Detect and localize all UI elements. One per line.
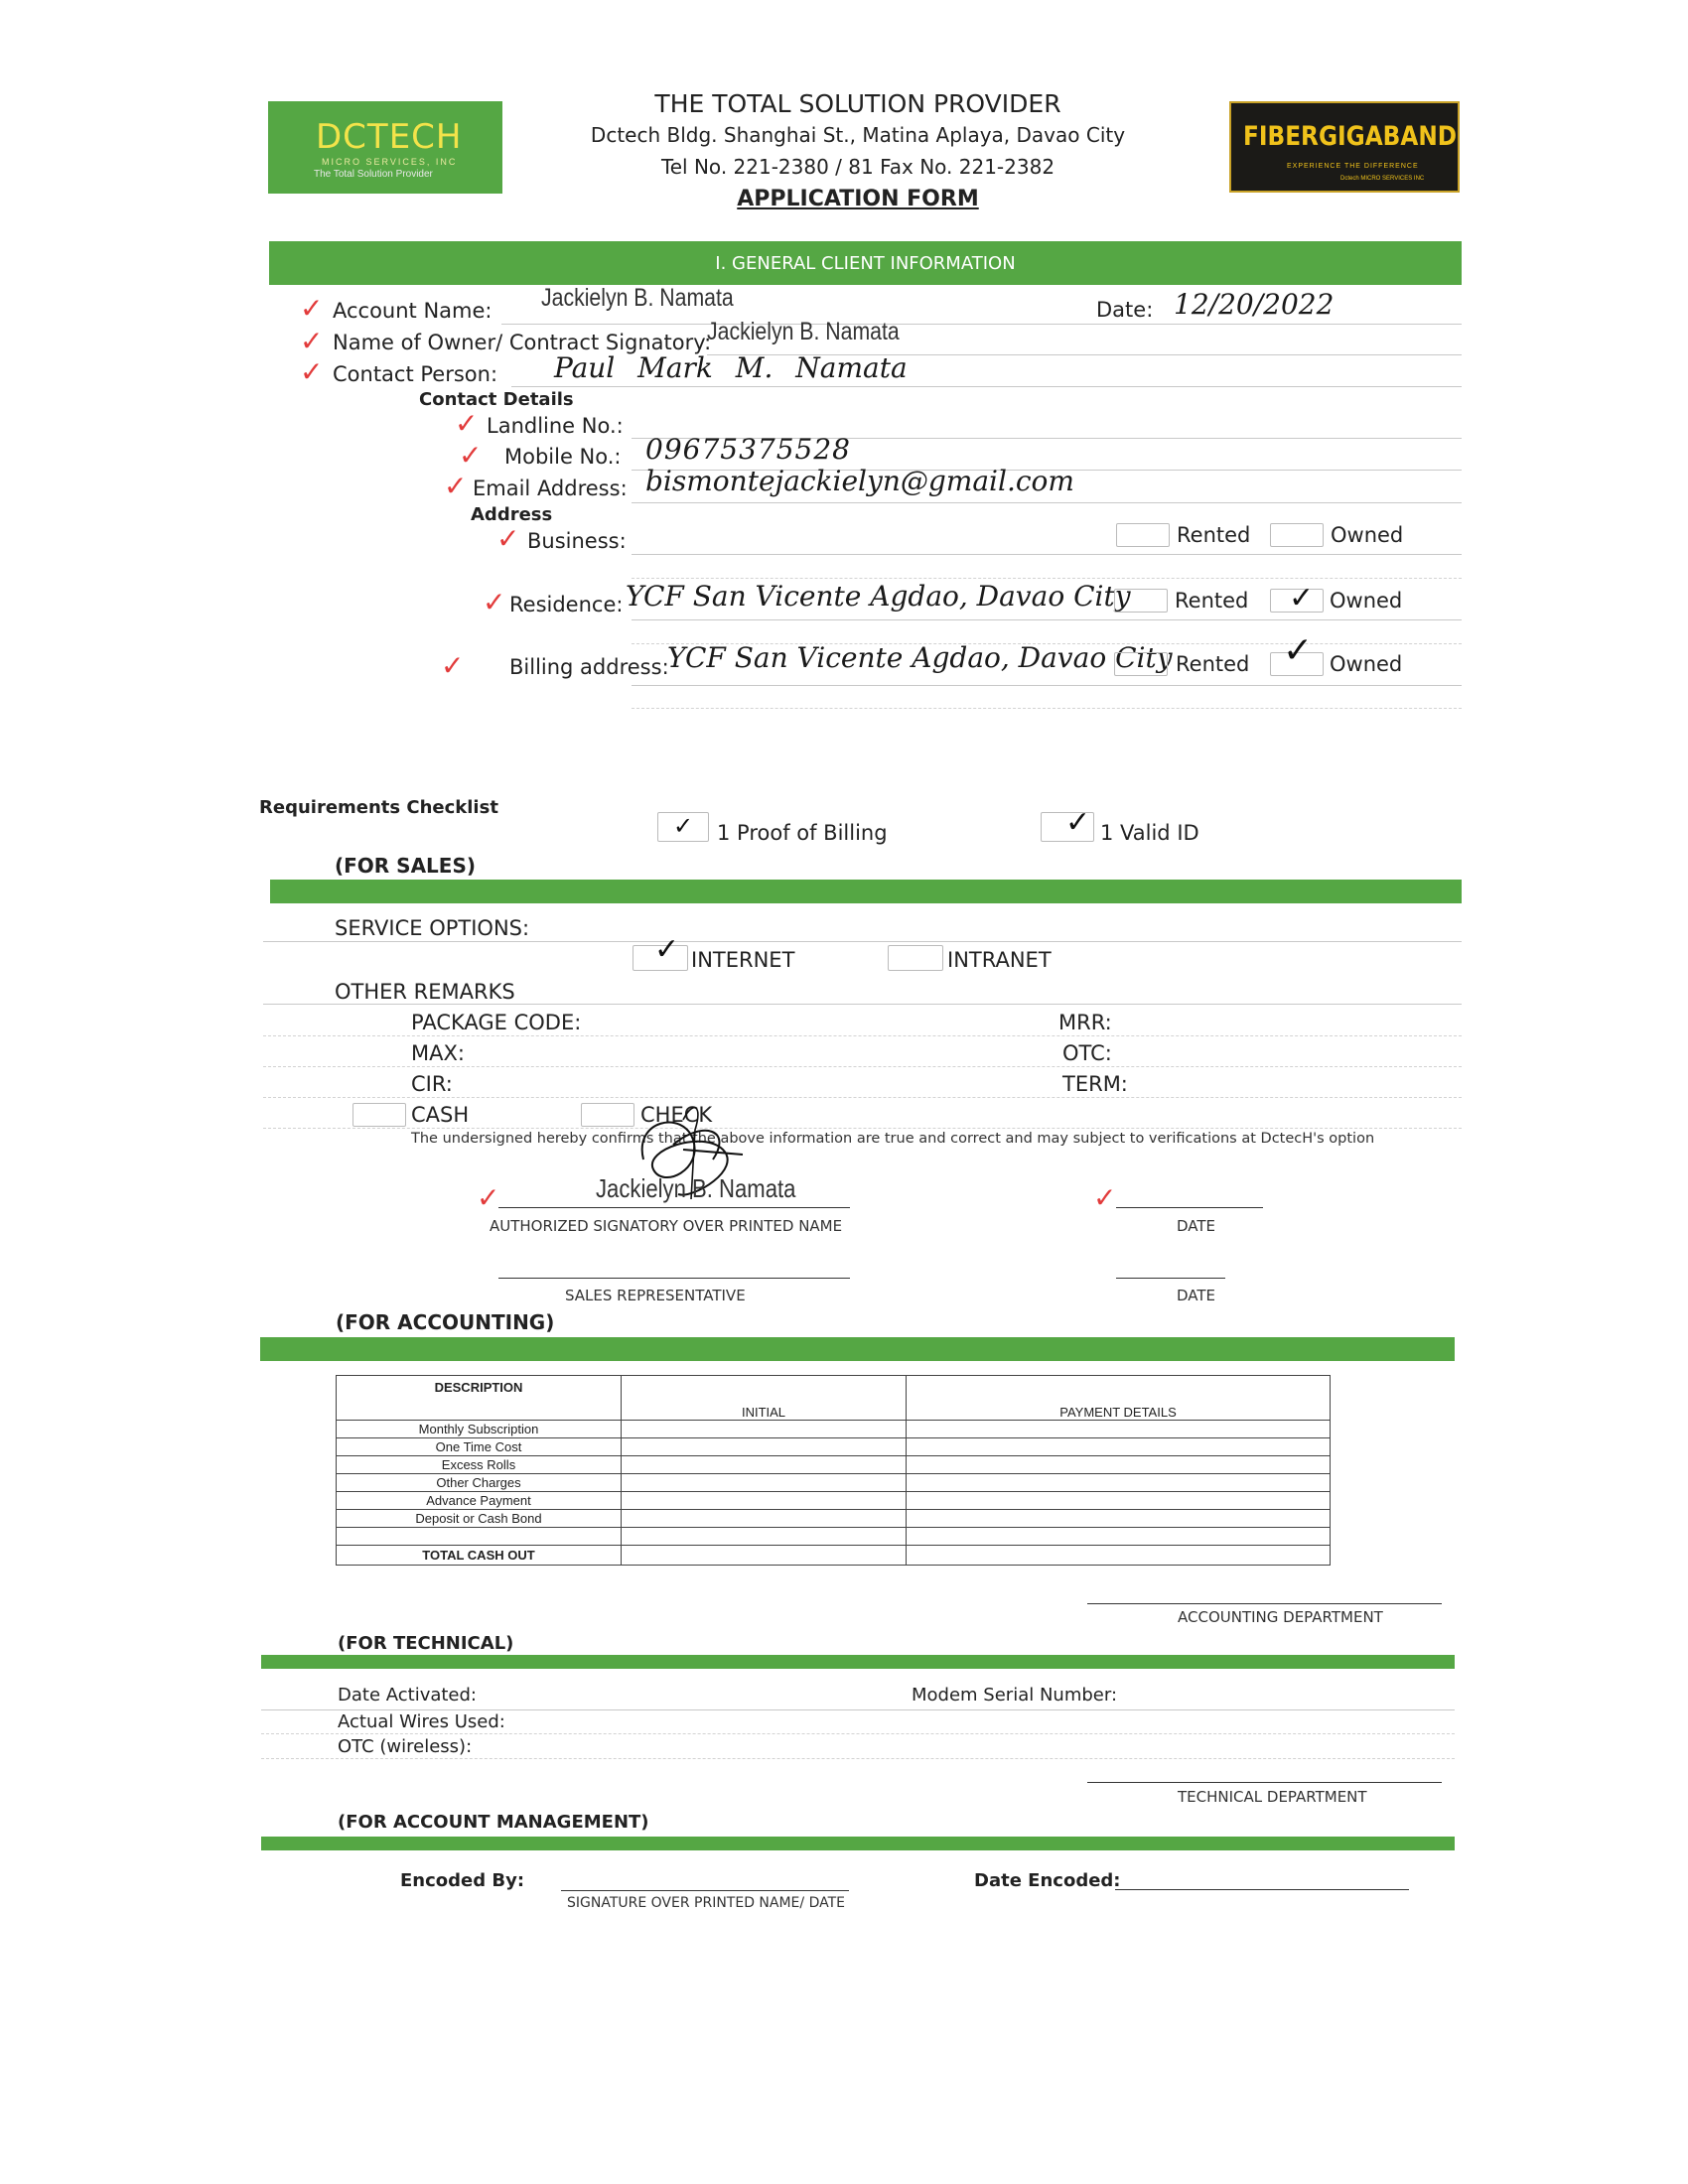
mrr-label: MRR: bbox=[1058, 1011, 1112, 1034]
actual-wires-label: Actual Wires Used: bbox=[338, 1711, 505, 1732]
sales-rep-caption: SALES REPRESENTATIVE bbox=[565, 1287, 746, 1304]
sales-section-bar bbox=[270, 880, 1462, 903]
initial-cell[interactable] bbox=[622, 1474, 907, 1492]
initial-cell[interactable] bbox=[622, 1510, 907, 1528]
residence-rented-label: Rented bbox=[1175, 589, 1249, 613]
row-label: Monthly Subscription bbox=[337, 1421, 622, 1438]
divider bbox=[261, 1733, 1455, 1734]
divider bbox=[632, 502, 1462, 503]
table-row bbox=[337, 1528, 1331, 1546]
divider bbox=[1087, 1782, 1442, 1783]
check-icon: ✓ bbox=[483, 587, 506, 617]
table-row bbox=[337, 1438, 1331, 1456]
table-row bbox=[337, 1510, 1331, 1528]
check-icon: ✓ bbox=[455, 408, 479, 439]
internet-label: INTERNET bbox=[691, 948, 795, 972]
intranet-checkbox[interactable] bbox=[888, 945, 943, 971]
contact-person-label: Contact Person: bbox=[333, 362, 498, 386]
general-section-bar bbox=[269, 241, 1462, 285]
technical-department-caption: TECHNICAL DEPARTMENT bbox=[1178, 1788, 1367, 1806]
accounting-section-title: (FOR ACCOUNTING) bbox=[336, 1310, 555, 1334]
technical-section-title: (FOR TECHNICAL) bbox=[338, 1633, 514, 1654]
billing-rented-checkbox[interactable] bbox=[1114, 652, 1168, 676]
row-label: One Time Cost bbox=[337, 1438, 622, 1456]
row-label bbox=[337, 1528, 622, 1546]
date-caption: DATE bbox=[1177, 1217, 1216, 1235]
row-label: Excess Rolls bbox=[337, 1456, 622, 1474]
otc-wireless-label: OTC (wireless): bbox=[338, 1736, 473, 1757]
owner-value: Jackielyn B. Namata bbox=[707, 318, 900, 345]
cir-label: CIR: bbox=[411, 1072, 453, 1096]
valid-id-check-icon: ✓ bbox=[1065, 806, 1091, 839]
divider bbox=[1116, 1278, 1225, 1279]
business-rented-checkbox[interactable] bbox=[1116, 523, 1170, 547]
initial-cell[interactable] bbox=[622, 1492, 907, 1510]
account-name-value: Jackielyn B. Namata bbox=[541, 284, 734, 312]
divider bbox=[632, 619, 1462, 620]
divider bbox=[261, 1758, 1455, 1759]
initial-header: INITIAL bbox=[622, 1376, 907, 1421]
landline-label: Landline No.: bbox=[487, 414, 624, 438]
dctech-logo-sub: MICRO SERVICES, INC bbox=[322, 157, 458, 167]
billing-owned-check-icon: ✓ bbox=[1283, 629, 1314, 670]
requirements-title: Requirements Checklist bbox=[259, 797, 498, 818]
email-value: bismontejackielyn@gmail.com bbox=[645, 465, 1074, 497]
date-value: 12/20/2022 bbox=[1174, 288, 1335, 321]
table-row bbox=[337, 1492, 1331, 1510]
header-title: THE TOTAL SOLUTION PROVIDER bbox=[654, 89, 1061, 118]
accounting-department-caption: ACCOUNTING DEPARTMENT bbox=[1178, 1608, 1383, 1626]
initial-cell[interactable] bbox=[622, 1546, 907, 1566]
check-icon: ✓ bbox=[441, 650, 465, 681]
date-encoded-label: Date Encoded: bbox=[974, 1870, 1121, 1891]
divider bbox=[1115, 1889, 1409, 1890]
fibergigaband-logo bbox=[1229, 101, 1460, 193]
divider bbox=[261, 1709, 1455, 1710]
divider bbox=[263, 1128, 1462, 1129]
email-label: Email Address: bbox=[473, 477, 628, 500]
residence-rented-checkbox[interactable] bbox=[1114, 589, 1168, 613]
payment-header: PAYMENT DETAILS bbox=[907, 1376, 1331, 1421]
otc-label: OTC: bbox=[1062, 1041, 1112, 1065]
billing-label: Billing address: bbox=[509, 655, 669, 679]
fibergigaband-logo-sub: Dctech MICRO SERVICES INC bbox=[1340, 176, 1425, 182]
check-icon: ✓ bbox=[300, 356, 324, 387]
divider bbox=[561, 1890, 849, 1891]
account-management-section-title: (FOR ACCOUNT MANAGEMENT) bbox=[338, 1812, 649, 1833]
initial-cell[interactable] bbox=[622, 1456, 907, 1474]
total-label: TOTAL CASH OUT bbox=[337, 1546, 622, 1566]
payment-cell[interactable] bbox=[907, 1528, 1331, 1546]
date-label: Date: bbox=[1096, 298, 1154, 322]
cash-checkbox[interactable] bbox=[352, 1103, 406, 1127]
divider bbox=[1087, 1603, 1442, 1604]
encoded-by-caption: SIGNATURE OVER PRINTED NAME/ DATE bbox=[567, 1895, 845, 1911]
contact-details-label: Contact Details bbox=[419, 389, 574, 410]
mobile-value: 09675375528 bbox=[645, 433, 851, 466]
divider bbox=[501, 324, 1462, 325]
divider bbox=[263, 1035, 1462, 1036]
owner-label: Name of Owner/ Contract Signatory: bbox=[333, 331, 712, 354]
sales-section-title: (FOR SALES) bbox=[335, 854, 477, 878]
divider bbox=[632, 578, 1462, 579]
fibergigaband-logo-name: FIBERGIGABAND bbox=[1243, 121, 1458, 152]
header-address: Dctech Bldg. Shanghai St., Matina Aplaya, Davao City bbox=[590, 123, 1126, 147]
divider bbox=[498, 1207, 850, 1208]
payment-cell[interactable] bbox=[907, 1421, 1331, 1438]
business-owned-checkbox[interactable] bbox=[1270, 523, 1324, 547]
service-options-label: SERVICE OPTIONS: bbox=[335, 916, 530, 940]
check-icon: ✓ bbox=[1093, 1182, 1117, 1213]
accounting-section-bar bbox=[260, 1337, 1455, 1361]
row-label: Advance Payment bbox=[337, 1492, 622, 1510]
package-code-label: PACKAGE CODE: bbox=[411, 1011, 582, 1034]
check-icon: ✓ bbox=[444, 471, 468, 501]
divider bbox=[263, 1097, 1462, 1098]
residence-owned-check-icon: ✓ bbox=[1289, 582, 1315, 614]
account-management-section-bar bbox=[261, 1837, 1455, 1850]
valid-id-label: 1 Valid ID bbox=[1100, 821, 1199, 845]
residence-label: Residence: bbox=[509, 593, 624, 616]
date-activated-label: Date Activated: bbox=[338, 1685, 478, 1706]
max-label: MAX: bbox=[411, 1041, 465, 1065]
divider bbox=[263, 1004, 1462, 1005]
divider bbox=[263, 1066, 1462, 1067]
divider bbox=[263, 941, 1462, 942]
table-row bbox=[337, 1421, 1331, 1438]
dctech-logo-name: DCTECH bbox=[316, 117, 463, 157]
encoded-by-label: Encoded By: bbox=[400, 1870, 525, 1891]
business-label: Business: bbox=[527, 529, 627, 553]
term-label: TERM: bbox=[1062, 1072, 1128, 1096]
payment-cell[interactable] bbox=[907, 1474, 1331, 1492]
intranet-label: INTRANET bbox=[947, 948, 1052, 972]
date-caption-2: DATE bbox=[1177, 1287, 1216, 1304]
row-label: Other Charges bbox=[337, 1474, 622, 1492]
payment-cell[interactable] bbox=[907, 1456, 1331, 1474]
proof-of-billing-check-icon: ✓ bbox=[673, 813, 694, 840]
billing-owned-label: Owned bbox=[1330, 652, 1403, 676]
table-row bbox=[337, 1546, 1331, 1566]
contact-person-value: Paul Mark M. Namata bbox=[554, 351, 908, 384]
dctech-logo-tagline: The Total Solution Provider bbox=[314, 169, 433, 180]
payment-cell[interactable] bbox=[907, 1492, 1331, 1510]
table-row bbox=[337, 1456, 1331, 1474]
business-rented-label: Rented bbox=[1177, 523, 1251, 547]
form-title: APPLICATION FORM bbox=[737, 187, 979, 211]
other-remarks-label: OTHER REMARKS bbox=[335, 980, 515, 1004]
cash-label: CASH bbox=[411, 1103, 470, 1127]
modem-serial-label: Modem Serial Number: bbox=[912, 1685, 1118, 1706]
confirmation-text: The undersigned hereby confirms that the above information are true and correct and may subject to verifications at DctecH's option bbox=[411, 1131, 1375, 1147]
check-icon: ✓ bbox=[496, 523, 520, 554]
address-label: Address bbox=[471, 504, 553, 525]
proof-of-billing-label: 1 Proof of Billing bbox=[717, 821, 888, 845]
divider bbox=[1116, 1207, 1263, 1208]
description-header: DESCRIPTION bbox=[337, 1376, 622, 1421]
initial-cell[interactable] bbox=[622, 1528, 907, 1546]
check-payment-label: CHECK bbox=[640, 1103, 713, 1127]
row-label: Deposit or Cash Bond bbox=[337, 1510, 622, 1528]
initial-cell[interactable] bbox=[622, 1438, 907, 1456]
divider bbox=[632, 554, 1462, 555]
signatory-name: Jackielyn B. Namata bbox=[596, 1173, 796, 1203]
payment-cell[interactable] bbox=[907, 1546, 1331, 1566]
initial-cell[interactable] bbox=[622, 1421, 907, 1438]
billing-value: YCF San Vicente Agdao, Davao City bbox=[667, 641, 1173, 674]
residence-value: YCF San Vicente Agdao, Davao City bbox=[626, 580, 1131, 613]
residence-owned-label: Owned bbox=[1330, 589, 1403, 613]
mobile-label: Mobile No.: bbox=[504, 445, 622, 469]
general-section-title: I. GENERAL CLIENT INFORMATION bbox=[715, 253, 1016, 274]
check-icon: ✓ bbox=[300, 293, 324, 324]
divider bbox=[511, 386, 1462, 387]
technical-section-bar bbox=[261, 1655, 1455, 1669]
signatory-caption: AUTHORIZED SIGNATORY OVER PRINTED NAME bbox=[490, 1217, 843, 1235]
billing-rented-label: Rented bbox=[1176, 652, 1250, 676]
payment-cell[interactable] bbox=[907, 1438, 1331, 1456]
fibergigaband-logo-tagline: EXPERIENCE THE DIFFERENCE bbox=[1287, 163, 1419, 170]
account-name-label: Account Name: bbox=[333, 299, 492, 323]
divider bbox=[498, 1278, 850, 1279]
check-icon: ✓ bbox=[300, 326, 324, 356]
business-owned-label: Owned bbox=[1331, 523, 1404, 547]
divider bbox=[632, 708, 1462, 709]
internet-check-icon: ✓ bbox=[654, 933, 680, 966]
divider bbox=[632, 685, 1462, 686]
check-icon: ✓ bbox=[477, 1182, 500, 1213]
payment-cell[interactable] bbox=[907, 1510, 1331, 1528]
header-phone: Tel No. 221-2380 / 81 Fax No. 221-2382 bbox=[660, 155, 1055, 179]
accounting-table bbox=[336, 1375, 1331, 1566]
check-icon: ✓ bbox=[459, 440, 483, 471]
table-row bbox=[337, 1474, 1331, 1492]
